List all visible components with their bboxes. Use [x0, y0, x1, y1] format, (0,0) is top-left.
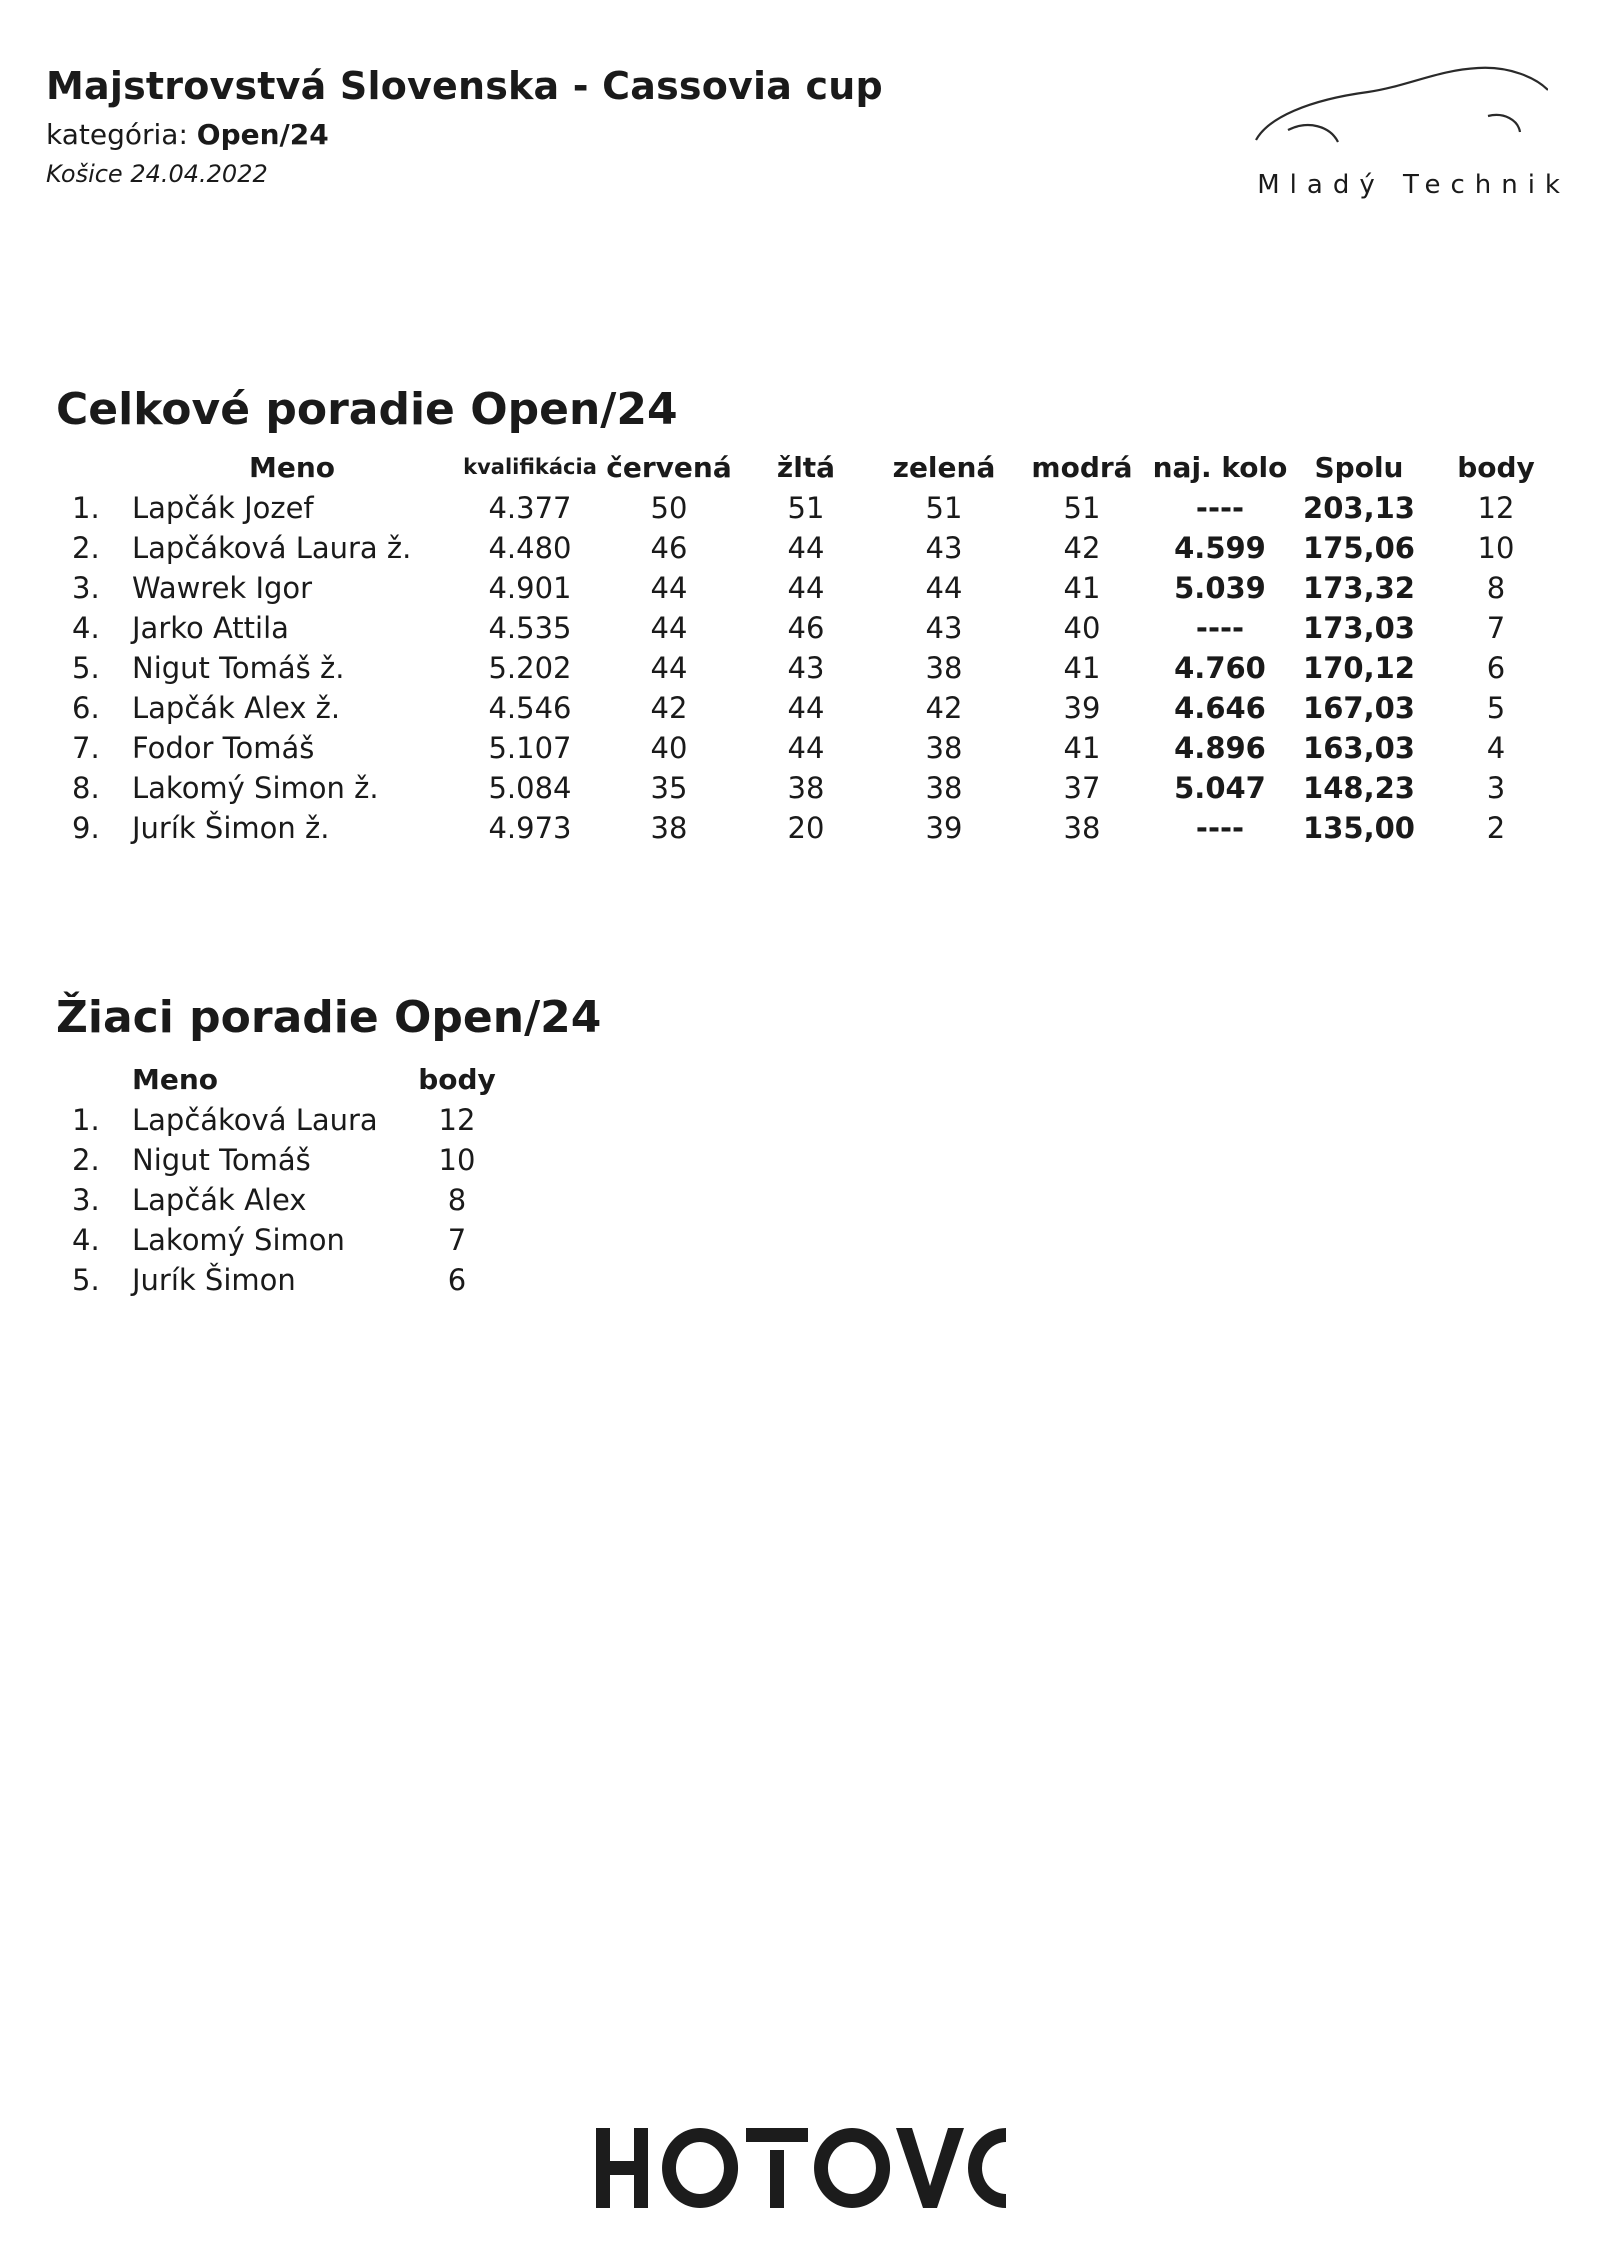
table-header-row [56, 446, 1566, 488]
body-cell: 12 [1477, 491, 1515, 525]
name-cell: Nigut Tomáš [132, 1143, 311, 1177]
overall-table-body [56, 488, 1566, 848]
overall-ranking-title: Celkové poradie Open/24 [56, 384, 678, 435]
header-zlta: žltá [776, 450, 836, 484]
naj-kolo-cell: 4.896 [1174, 731, 1266, 765]
document-title: Majstrovstvá Slovenska - Cassovia cup [46, 64, 883, 108]
kvalifikacia-cell: 5.107 [488, 731, 572, 765]
name-cell: Lakomý Simon [132, 1223, 345, 1257]
overall-ranking-table [56, 446, 1566, 848]
cervena-cell: 42 [650, 691, 688, 725]
rank-cell: 6. [72, 691, 100, 725]
kvalifikacia-cell: 4.973 [488, 811, 572, 845]
header-meno: Meno [132, 1062, 219, 1096]
zelena-cell: 38 [925, 771, 963, 805]
modra-cell: 40 [1063, 611, 1101, 645]
zlta-cell: 44 [787, 571, 825, 605]
name-cell: Lapčák Alex [132, 1183, 307, 1217]
naj-kolo-cell: 5.039 [1174, 571, 1266, 605]
spolu-cell: 170,12 [1303, 651, 1415, 685]
kvalifikacia-cell: 4.480 [488, 531, 572, 565]
rank-cell: 4. [72, 1223, 100, 1257]
category-label: kategória: [46, 118, 188, 151]
modra-cell: 37 [1063, 771, 1101, 805]
spolu-cell: 203,13 [1303, 491, 1415, 525]
body-cell: 8 [1486, 571, 1506, 605]
table-row [56, 808, 1566, 848]
kvalifikacia-cell: 4.546 [488, 691, 572, 725]
header-kvalifikacia: kvalifikácia [463, 455, 597, 479]
zlta-cell: 38 [787, 771, 825, 805]
body-cell: 6 [1486, 651, 1506, 685]
spolu-cell: 148,23 [1303, 771, 1415, 805]
zelena-cell: 51 [925, 491, 963, 525]
category-value: Open/24 [196, 118, 329, 151]
naj-kolo-cell: 4.760 [1174, 651, 1266, 685]
naj-kolo-cell: ---- [1195, 811, 1245, 845]
body-cell: 3 [1486, 771, 1506, 805]
cervena-cell: 44 [650, 651, 688, 685]
header-body: body [1457, 450, 1535, 484]
body-cell: 8 [447, 1183, 467, 1217]
rank-header [56, 1058, 122, 1100]
name-cell: Jurík Šimon [132, 1263, 296, 1297]
zelena-cell: 43 [925, 611, 963, 645]
name-cell: Lapčáková Laura [132, 1103, 378, 1137]
spolu-cell: 173,32 [1303, 571, 1415, 605]
rank-cell: 4. [72, 611, 100, 645]
modra-cell: 51 [1063, 491, 1101, 525]
rank-cell: 5. [72, 651, 100, 685]
rank-cell: 1. [72, 1103, 100, 1137]
name-cell: Wawrek Igor [132, 571, 313, 605]
cervena-cell: 40 [650, 731, 688, 765]
body-cell: 10 [438, 1143, 476, 1177]
cervena-cell: 35 [650, 771, 688, 805]
table-row [56, 648, 1566, 688]
kvalifikacia-cell: 4.901 [488, 571, 572, 605]
table-row [56, 528, 1566, 568]
hotovo-logo [596, 2128, 1006, 2212]
table-row [56, 768, 1566, 808]
students-ranking-title: Žiaci poradie Open/24 [56, 992, 602, 1043]
zlta-cell: 46 [787, 611, 825, 645]
table-header-row [56, 1058, 502, 1100]
zlta-cell: 20 [787, 811, 825, 845]
spolu-cell: 135,00 [1303, 811, 1415, 845]
table-row [56, 728, 1566, 768]
spolu-cell: 163,03 [1303, 731, 1415, 765]
naj-kolo-cell: 4.646 [1174, 691, 1266, 725]
cervena-cell: 44 [650, 611, 688, 645]
car-silhouette-icon [1248, 58, 1548, 158]
naj-kolo-cell: 5.047 [1174, 771, 1266, 805]
spolu-cell: 173,03 [1303, 611, 1415, 645]
body-cell: 7 [447, 1223, 467, 1257]
name-cell: Jurík Šimon ž. [132, 811, 330, 845]
modra-cell: 38 [1063, 811, 1101, 845]
body-cell: 10 [1477, 531, 1515, 565]
modra-cell: 41 [1063, 571, 1101, 605]
table-row [56, 568, 1566, 608]
cervena-cell: 50 [650, 491, 688, 525]
kvalifikacia-cell: 4.377 [488, 491, 572, 525]
zlta-cell: 44 [787, 691, 825, 725]
table-row [56, 1180, 502, 1220]
mlady-technik-logo [1230, 58, 1570, 208]
naj-kolo-cell: 4.599 [1174, 531, 1266, 565]
modra-cell: 42 [1063, 531, 1101, 565]
header-zelena: zelená [892, 450, 996, 484]
category-line [46, 118, 329, 151]
header-meno: Meno [248, 450, 336, 484]
rank-header [56, 446, 122, 488]
modra-cell: 41 [1063, 651, 1101, 685]
body-cell: 2 [1486, 811, 1506, 845]
table-row [56, 1140, 502, 1180]
header-body: body [418, 1062, 496, 1096]
zelena-cell: 38 [925, 651, 963, 685]
name-cell: Lapčák Alex ž. [132, 691, 341, 725]
rank-cell: 1. [72, 491, 100, 525]
header-spolu: Spolu [1314, 450, 1404, 484]
kvalifikacia-cell: 5.084 [488, 771, 572, 805]
place-date: Košice 24.04.2022 [46, 160, 268, 188]
zlta-cell: 44 [787, 731, 825, 765]
body-cell: 12 [438, 1103, 476, 1137]
rank-cell: 3. [72, 571, 100, 605]
name-cell: Lapčák Jozef [132, 491, 314, 525]
table-row [56, 488, 1566, 528]
spolu-cell: 175,06 [1303, 531, 1415, 565]
zelena-cell: 44 [925, 571, 963, 605]
table-row [56, 688, 1566, 728]
students-ranking-table [56, 1058, 502, 1300]
naj-kolo-cell: ---- [1195, 491, 1245, 525]
rank-cell: 9. [72, 811, 100, 845]
body-cell: 7 [1486, 611, 1506, 645]
name-cell: Jarko Attila [132, 611, 289, 645]
rank-cell: 7. [72, 731, 100, 765]
table-row [56, 1100, 502, 1140]
body-cell: 5 [1486, 691, 1506, 725]
rank-cell: 5. [72, 1263, 100, 1297]
header-modra: modrá [1031, 450, 1133, 484]
cervena-cell: 38 [650, 811, 688, 845]
name-cell: Nigut Tomáš ž. [132, 651, 345, 685]
zlta-cell: 51 [787, 491, 825, 525]
modra-cell: 39 [1063, 691, 1101, 725]
spolu-cell: 167,03 [1303, 691, 1415, 725]
name-cell: Lakomý Simon ž. [132, 771, 379, 805]
zelena-cell: 38 [925, 731, 963, 765]
body-cell: 4 [1486, 731, 1506, 765]
rank-cell: 2. [72, 531, 100, 565]
naj-kolo-cell: ---- [1195, 611, 1245, 645]
name-cell: Lapčáková Laura ž. [132, 531, 412, 565]
header-naj-kolo: naj. kolo [1152, 450, 1288, 484]
zelena-cell: 43 [925, 531, 963, 565]
zelena-cell: 39 [925, 811, 963, 845]
cervena-cell: 44 [650, 571, 688, 605]
body-cell: 6 [447, 1263, 467, 1297]
zlta-cell: 43 [787, 651, 825, 685]
kvalifikacia-cell: 4.535 [488, 611, 572, 645]
rank-cell: 8. [72, 771, 100, 805]
students-table-body [56, 1100, 502, 1300]
header-cervena: červená [606, 450, 732, 484]
rank-cell: 2. [72, 1143, 100, 1177]
modra-cell: 41 [1063, 731, 1101, 765]
rank-cell: 3. [72, 1183, 100, 1217]
kvalifikacia-cell: 5.202 [488, 651, 572, 685]
table-row [56, 1220, 502, 1260]
cervena-cell: 46 [650, 531, 688, 565]
hotovo-wordmark-icon [596, 2128, 1006, 2208]
zelena-cell: 42 [925, 691, 963, 725]
logo-text: Mladý Technik [1257, 170, 1570, 200]
table-row [56, 608, 1566, 648]
name-cell: Fodor Tomáš [132, 731, 315, 765]
table-row [56, 1260, 502, 1300]
zlta-cell: 44 [787, 531, 825, 565]
